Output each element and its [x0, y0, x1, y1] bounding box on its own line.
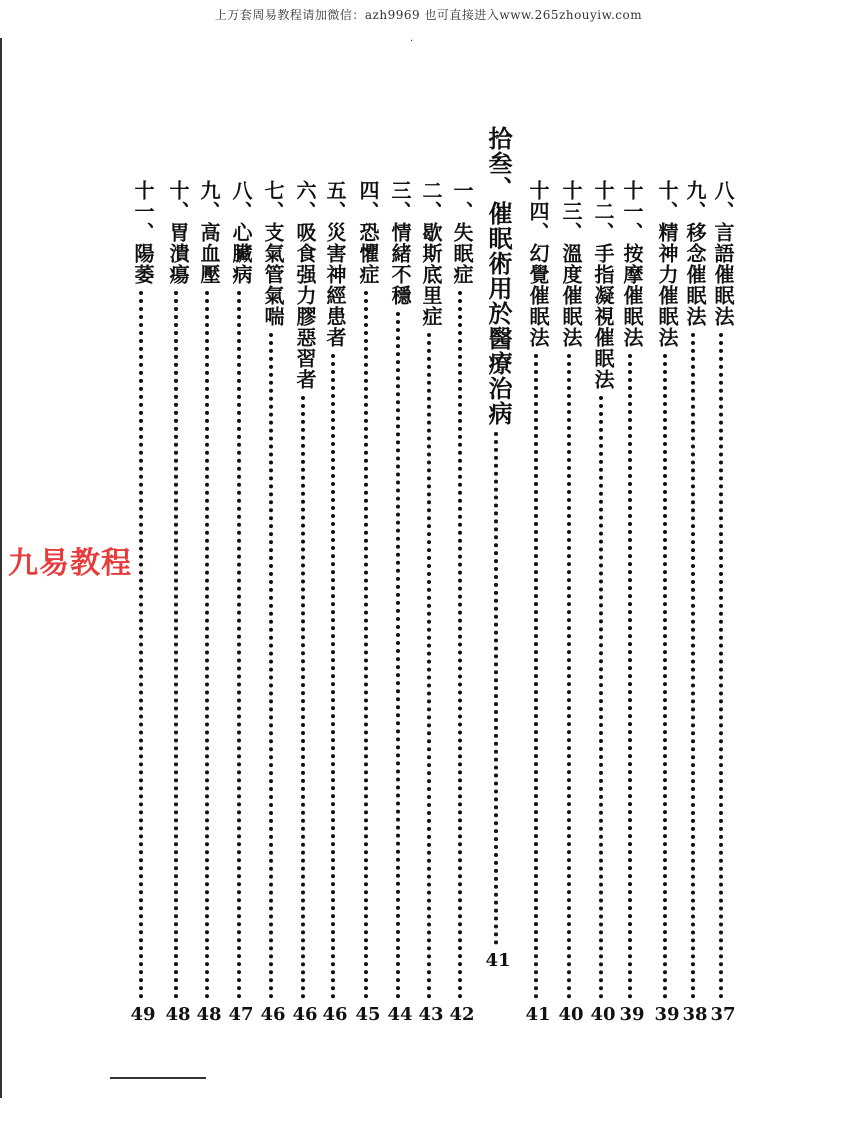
- toc-entry[interactable]: [320, 180, 350, 1025]
- toc-entry[interactable]: [588, 180, 618, 1025]
- toc-entry[interactable]: [617, 180, 647, 1025]
- toc-entry-page: 48: [165, 1004, 191, 1025]
- dot-leader: [663, 354, 667, 999]
- toc-entry-title: 一、失眠症: [450, 180, 474, 285]
- toc-entry[interactable]: [652, 180, 682, 1025]
- dot-leader: [534, 354, 538, 999]
- dot-leader: [364, 291, 368, 999]
- toc-entry-page: 40: [558, 1004, 584, 1025]
- dot-leader: [237, 291, 241, 999]
- toc-entry[interactable]: [353, 180, 383, 1025]
- toc-entry-title: 九、高血壓: [197, 180, 221, 285]
- toc-entry-page: 40: [590, 1004, 616, 1025]
- toc-entry-title: 三、情緒不穩: [388, 180, 412, 306]
- toc-entry[interactable]: [447, 180, 477, 1025]
- toc-entry[interactable]: [385, 180, 415, 1025]
- toc-entry-page: 46: [260, 1004, 286, 1025]
- toc-entry-title: 十四、幻覺催眠法: [526, 180, 550, 348]
- toc-entry-title: 五、災害神經患者: [323, 180, 347, 348]
- toc-entry-title: 十三、溫度催眠法: [559, 180, 583, 348]
- dot-leader: [494, 432, 498, 945]
- toc-entry[interactable]: [128, 180, 158, 1025]
- dot-leader: [458, 291, 462, 999]
- toc-entry-page: 41: [485, 950, 511, 971]
- toc-entry-title: 八、言語催眠法: [711, 180, 735, 327]
- toc-entry[interactable]: [163, 180, 193, 1025]
- toc-entry-title: 八、心臟病: [229, 180, 253, 285]
- toc-entry-title: 七、支氣管氣喘: [261, 180, 285, 327]
- toc-entry[interactable]: [556, 180, 586, 1025]
- watermark-logo: 九易教程: [8, 546, 132, 581]
- toc-section-entry[interactable]: [483, 126, 513, 971]
- toc-entry-title: 十一、按摩催眠法: [620, 180, 644, 348]
- toc-entry-title: 十一、陽萎: [131, 180, 155, 285]
- toc-entry-title: 十、精神力催眠法: [655, 180, 679, 348]
- dot-leader: [691, 333, 695, 999]
- dot-leader: [331, 354, 335, 999]
- toc-entry-page: 37: [710, 1004, 736, 1025]
- toc-entry-page: 45: [355, 1004, 381, 1025]
- toc-entry-page: 46: [322, 1004, 348, 1025]
- left-page-edge: [0, 38, 2, 1098]
- dot-leader: [269, 333, 273, 999]
- toc-entry[interactable]: [258, 180, 288, 1025]
- toc-entry-page: 39: [619, 1004, 645, 1025]
- toc-entry-page: 47: [228, 1004, 254, 1025]
- toc-entry-page: 42: [449, 1004, 475, 1025]
- dot-leader: [567, 354, 571, 999]
- toc-entry[interactable]: [523, 180, 553, 1025]
- dot-leader: [301, 396, 305, 999]
- toc-entry-title: 二、歇斯底里症: [419, 180, 443, 327]
- header-notice: 上万套周易教程请加微信：azh9969 也可直接进入www.265zhouyiw.com: [214, 8, 643, 22]
- toc-entry[interactable]: [226, 180, 256, 1025]
- toc-entry-page: 44: [387, 1004, 413, 1025]
- toc-entry[interactable]: [290, 180, 320, 1025]
- toc-entry-page: 39: [654, 1004, 680, 1025]
- toc-entry-title: 十二、手指凝視催眠法: [591, 180, 615, 390]
- dot-leader: [628, 354, 632, 999]
- toc-entry[interactable]: [416, 180, 446, 1025]
- toc-entry-title: 四、恐懼症: [356, 180, 380, 285]
- dot-leader: [205, 291, 209, 999]
- toc-entry-title: 十、胃潰瘍: [166, 180, 190, 285]
- toc-entry-page: 48: [196, 1004, 222, 1025]
- toc-entry-page: 43: [418, 1004, 444, 1025]
- dot-leader: [139, 291, 143, 999]
- dot-leader: [174, 291, 178, 999]
- dot-leader: [427, 333, 431, 999]
- toc-entry-page: 46: [292, 1004, 318, 1025]
- toc-entry-title: 拾叁、催眠術用於醫療治病: [484, 126, 513, 426]
- dot-leader: [396, 312, 400, 999]
- toc-entry-title: 九、移念催眠法: [683, 180, 707, 327]
- toc-entry[interactable]: [708, 180, 738, 1025]
- toc-entry-page: 38: [682, 1004, 708, 1025]
- toc-entry-page: 41: [525, 1004, 551, 1025]
- toc-entry[interactable]: [680, 180, 710, 1025]
- dot-leader: [719, 333, 723, 999]
- top-mark: .: [410, 33, 414, 44]
- toc-entry[interactable]: [194, 180, 224, 1025]
- toc-entry-page: 49: [130, 1004, 156, 1025]
- toc-entry-title: 六、吸食强力膠惡習者: [293, 180, 317, 390]
- dot-leader: [599, 396, 603, 999]
- bottom-rule: [110, 1077, 206, 1079]
